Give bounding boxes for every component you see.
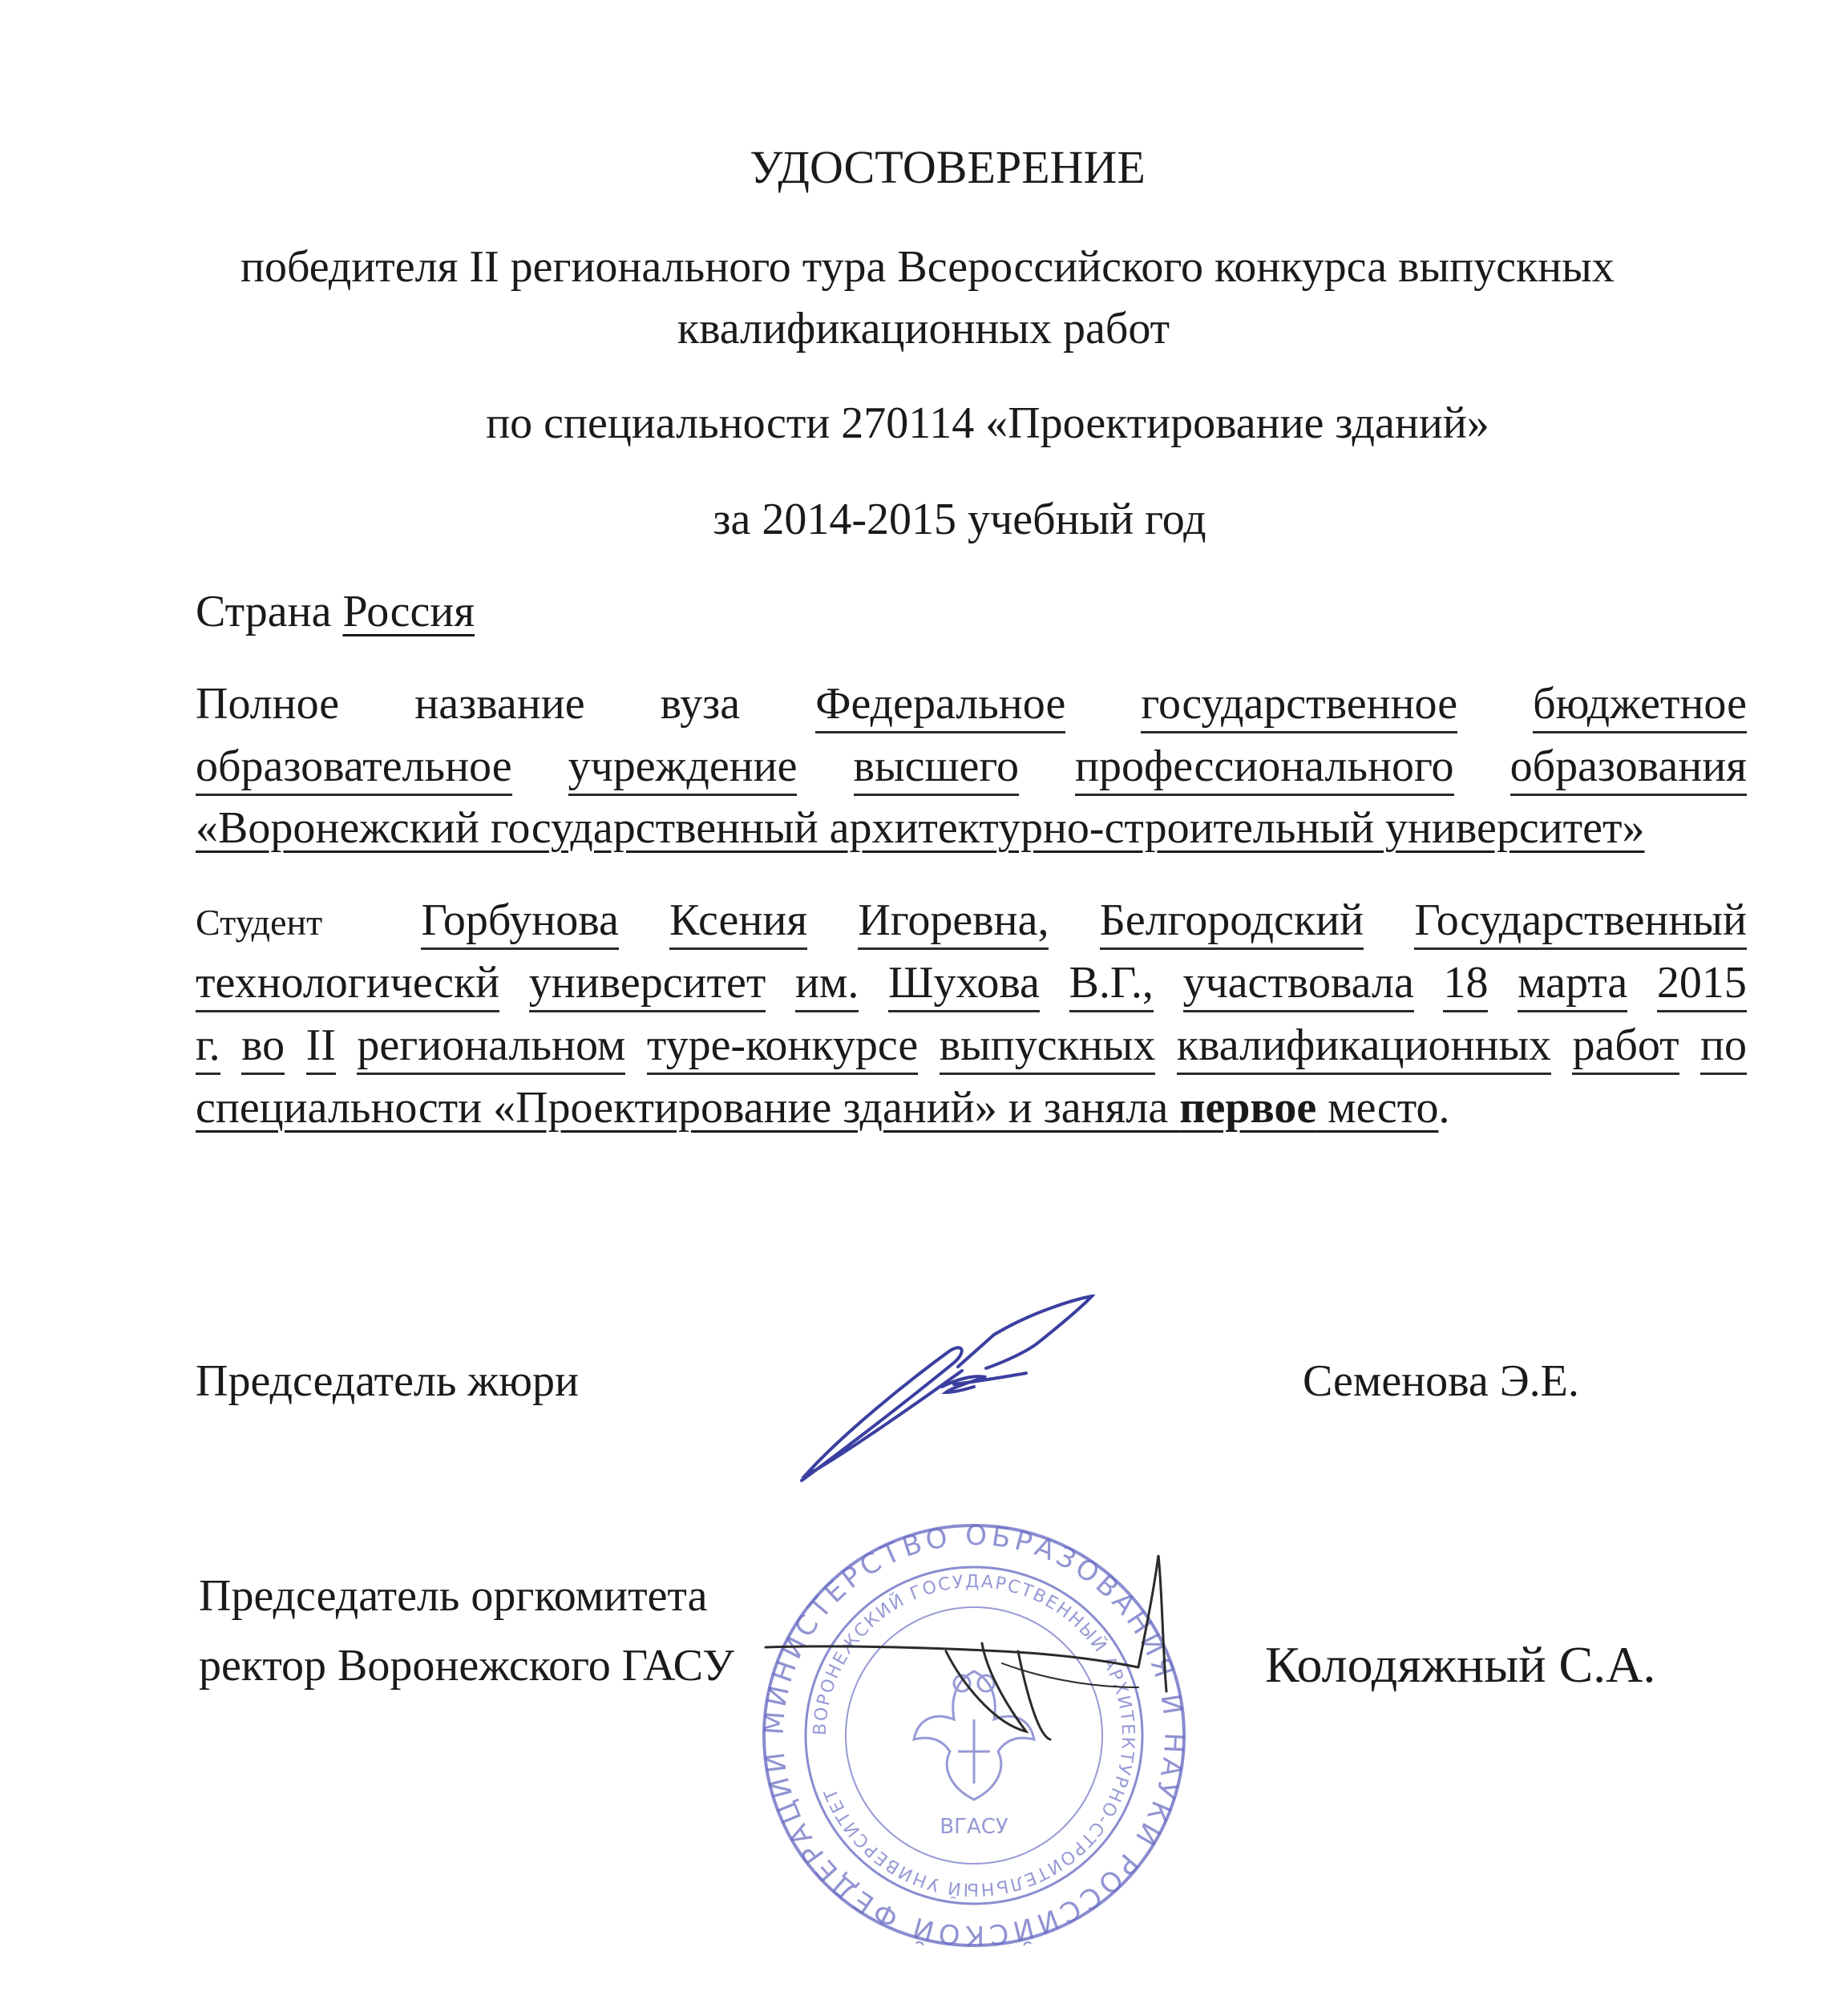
student-word: В.Г., bbox=[1069, 960, 1154, 1012]
university-name-word: высшего bbox=[854, 744, 1019, 796]
student-word: марта bbox=[1518, 960, 1627, 1012]
university-line-2 bbox=[196, 741, 1747, 796]
student-word: по bbox=[1700, 1023, 1747, 1075]
jury-signature bbox=[794, 1295, 1114, 1487]
student-text: специальности «Проектирование зданий» и заняла bbox=[196, 1083, 1180, 1133]
student-label: Студент bbox=[196, 902, 323, 943]
student-word: туре-конкурсе bbox=[647, 1023, 918, 1075]
student-word: университет bbox=[529, 960, 766, 1012]
student-word: II bbox=[306, 1023, 336, 1075]
stamp-outer-text: МИНИСТЕРСТВО ОБРАЗОВАНИЯ И НАУКИ РОССИЙСКОЙ ФЕДЕРАЦИИ bbox=[758, 1519, 1190, 1952]
committee-chair-name: Колодяжный С.А. bbox=[1265, 1636, 1656, 1693]
student-line-3 bbox=[196, 1020, 1747, 1075]
university-name-word: учреждение bbox=[568, 744, 798, 796]
jury-chair-name: Семенова Э.Е. bbox=[1303, 1356, 1579, 1406]
university-name-word: образовательное bbox=[196, 744, 512, 796]
committee-chair-label: Председатель оргкомитета bbox=[199, 1571, 708, 1621]
specialty-line: по специальности 270114 «Проектирование зданий» bbox=[486, 398, 1489, 448]
university-label-word: Полное bbox=[196, 679, 340, 729]
university-line-1 bbox=[196, 681, 1747, 733]
university-name-word: образования bbox=[1510, 744, 1747, 796]
country-value: Россия bbox=[342, 587, 475, 636]
student-line-4 bbox=[196, 1083, 1450, 1133]
academic-year: за 2014-2015 учебный год bbox=[713, 495, 1206, 544]
student-word: выпускных bbox=[940, 1023, 1156, 1075]
student-word: региональном bbox=[357, 1023, 625, 1075]
student-word: участвовала bbox=[1183, 960, 1414, 1012]
student-word: 2015 bbox=[1657, 960, 1747, 1012]
country-row bbox=[196, 589, 475, 634]
student-text: место bbox=[1316, 1083, 1439, 1133]
subtitle-line-1: победителя II регионального тура Всероссийского конкурса выпускных bbox=[240, 242, 1615, 292]
university-name-word: бюджетное bbox=[1533, 681, 1747, 733]
country-label: Страна bbox=[196, 587, 332, 636]
university-label-word: вуза bbox=[660, 679, 741, 729]
student-word: г. bbox=[196, 1023, 220, 1075]
university-name-word: Федеральное bbox=[815, 681, 1065, 733]
student-word: технологическй bbox=[196, 960, 499, 1012]
student-word: Горбунова bbox=[421, 898, 618, 950]
university-name-word: профессионального bbox=[1075, 744, 1454, 796]
student-word: Игоревна, bbox=[858, 898, 1049, 950]
student-line-1 bbox=[196, 895, 1747, 950]
student-word: им. bbox=[795, 960, 859, 1012]
student-period: . bbox=[1438, 1083, 1450, 1133]
stamp-center-mark: ВГАСУ bbox=[940, 1815, 1008, 1839]
subtitle-line-2: квалификационных работ bbox=[677, 304, 1170, 354]
student-word: Государственный bbox=[1414, 898, 1747, 950]
document-title: УДОСТОВЕРЕНИЕ bbox=[750, 141, 1146, 193]
university-label-word: название bbox=[414, 679, 585, 729]
student-word: 18 bbox=[1443, 960, 1488, 1012]
jury-chair-label: Председатель жюри bbox=[196, 1356, 579, 1406]
student-word: Ксения bbox=[669, 898, 807, 950]
rector-label: ректор Воронежского ГАСУ bbox=[199, 1641, 734, 1691]
student-word: во bbox=[241, 1023, 285, 1075]
university-name-full: «Воронежский государственный архитектурно-строительный университет» bbox=[196, 803, 1645, 853]
student-word: квалификационных bbox=[1177, 1023, 1551, 1075]
student-word: Шухова bbox=[888, 960, 1040, 1012]
student-word: работ bbox=[1572, 1023, 1679, 1075]
university-line-3 bbox=[196, 803, 1645, 853]
stamp-inner-text: ВОРОНЕЖСКИЙ ГОСУДАРСТВЕННЫЙ АРХИТЕКТУРНО-СТРОИТЕЛЬНЫЙ УНИВЕРСИТЕТ bbox=[810, 1571, 1138, 1900]
student-line-2 bbox=[196, 960, 1747, 1012]
rector-signature bbox=[762, 1547, 1178, 1804]
university-name-word: государственное bbox=[1141, 681, 1457, 733]
student-word: Белгородский bbox=[1100, 898, 1364, 950]
place-emphasis: первое bbox=[1179, 1083, 1317, 1133]
